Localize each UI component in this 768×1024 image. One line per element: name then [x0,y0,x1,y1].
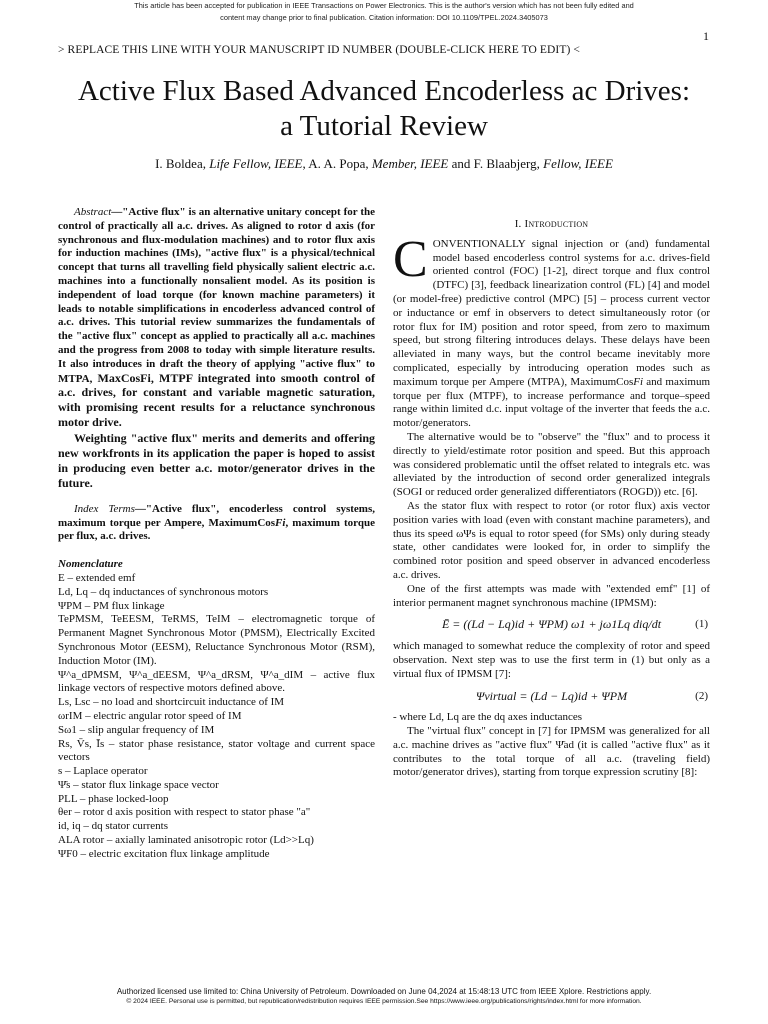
nomenclature-heading: Nomenclature [58,558,123,571]
nomenclature-item: ΨF0 – electric excitation flux linkage amplitude [58,847,270,860]
index-terms-paragraph [58,503,375,544]
nomenclature-item: s – Laplace operator [58,765,148,778]
author-3-role: Fellow, IEEE [543,156,613,171]
equation-2-body: Ψvirtual = (Ld − Lq)id + ΨPM [475,688,628,703]
page-number: 1 [703,29,709,43]
index-terms-label: Index Terms [74,502,135,515]
nomenclature-item: PLL – phase locked-loop [58,792,169,805]
intro-paragraph-5: which managed to somewhat reduce the complexity of rotor and speed observation. Next step was to use the first term in (1) but only as a virtual flux of IPMSM [7]: [393,640,710,680]
nomenclature-item: Ψ^a_dPMSM, Ψ^a_dEESM, Ψ^a_dRSM, Ψ^a_dIM – active flux linkage vectors of respective motors defined above. [58,668,375,695]
index-terms-fi: Fi [275,516,286,529]
intro-paragraph-6: - where Ld, Lq are the dq axes inductances [393,711,583,724]
nomenclature-item: Rs, V̄s, Īs – stator phase resistance, stator voltage and current space vectors [58,737,375,764]
intro-paragraph-2: The alternative would be to "observe" the "flux" and to process it directly to yield/estimate rotor position and speed. But this approach was considered problematic until the offset related to integrals etc. was alleviated by the introduction of second order generalized integrals (SOGI or reduced order generalized differentiators (ROGD)) etc. [6]. [393,430,710,499]
publication-notice [0,0,768,24]
notice-line-1: This article has been accepted for publication in IEEE Transactions on Power Electronics. This is the author's version which has not been fully edited and [134,1,634,10]
nomenclature-item: Ls, Lsc – no load and shortcircuit inductance of IM [58,696,285,709]
nomenclature-item: TePMSM, TeEESM, TeRMS, TeIM – electromagnetic torque of Permanent Magnet Synchronous Motor (PMSM), Electrically Excited Synchronous Motor (EESM), Reluctance Synchronous Motor (RSM), Induction Motor (IM). [58,613,375,667]
intro-paragraph-1-text: ONVENTIONALLY signal injection or (and) fundamental model based encoderless control systems for a.c. drives-field oriented control (FOC) [1-2], direct torque and flux control (DTFC) [3], feedback linearization control (FL) [4] and model (or model-free) predictive control (MPC) [5] – process current vector or inductance or emf in observers to detect simultaneously rotor (or rotor flux for IM) position and rotor speed, from zero to maximum speed, but strong filtering introduces delays. These delays have been alleviated in many ways, but the control became inevitably more complicated, especially by introducing operation modes such as maximum torque per Ampere (MTPA), MaximumCos [393,237,710,388]
manuscript-id-placeholder[interactable]: > REPLACE THIS LINE WITH YOUR MANUSCRIPT ID NUMBER (DOUBLE-CLICK HERE TO EDIT) < [58,44,580,56]
author-1: I. Boldea, [155,156,210,171]
abstract [58,206,375,491]
abstract-label: Abstract [74,206,112,218]
equation-1-number: (1) [695,618,708,631]
equation-1-body: Ē = ((Ld − Lq)id + ΨPM) ω1 + jω1Lq diq/dt [441,617,662,632]
title-line-1: Active Flux Based Advanced Encoderless ac Drives: [77,75,691,107]
nomenclature-item: E – extended emf [58,571,136,584]
author-line [40,156,728,172]
paper-title [40,74,728,144]
nomenclature-item: ωrIM – electric angular rotor speed of IM [58,709,242,722]
abstract-paragraph-1 [58,206,375,431]
title-line-2: a Tutorial Review [280,110,488,142]
equation-1 [393,618,710,632]
equation-2 [393,690,710,704]
intro-paragraph-3: As the stator flux with respect to rotor (or rotor flux) axis vector position varies with load (even with constant machine parameters), and thus its speed ωΨs is equal to rotor speed (for SMs) only during steady state, other candidates were looked for, in order to simplify the combined rotor position and speed observer in advanced encoderless a.c. drives. [393,499,710,581]
drop-cap: C [393,230,428,288]
intro-fi: Fi [633,375,644,388]
index-terms-text-end: , maximum torque per flux, a.c. drives. [58,516,375,543]
abstract-paragraph-2: Weighting "active flux" merits and demerits and offering new workfronts in its application the paper is hoped to assist in producing even better a.c. motor/generator drives in the future. [58,430,375,490]
nomenclature-item: ALA rotor – axially laminated anisotropic rotor (Ld>>Lq) [58,834,314,847]
author-1-role: Life Fellow, IEEE [209,156,303,171]
index-terms-text: —"Active flux", encoderless control systems, maximum torque per Ampere, MaximumCos [58,502,375,529]
intro-paragraph-1-tail: and maximum torque per flux (MTPF), to increase performance and torque–speed range within limited d.c. input voltage of the inverter that feeds the a.c. motor/generators. [393,375,710,430]
nomenclature-item: Ld, Lq – dq inductances of synchronous motors [58,585,269,598]
author-3: and F. Blaabjerg, [448,156,544,171]
section-heading-introduction: I. Introduction [514,218,589,230]
copyright-footer: © 2024 IEEE. Personal use is permitted, but republication/redistribution requires IEEE permission.See https://www.ieee.org/publications/rights/index.html for more information. [126,998,642,1005]
abstract-text: —"Active flux" is an alternative unitary concept for the control of practically all a.c. drives. As aligned to rotor d axis (for synchronous and flux-modulation machines) and to rotor flux axis for induction machines (IMs), "active flux" is a physical/technical concept that turns all travelling field physically salient electric a.c. machines into a functionally nonsalient model. As its position is independent of load torque (for known machine parameters) it leads to notable simplifications in encoderless advanced control of a.c. drives. This tutorial review summarizes the fundamentals of the "active flux" concept as applied to practically all a.c. machines and the progress from 2008 to today with simple literature results. It also introduces in draft the theory of applying "active flux" to MTPA, [58,206,375,385]
left-column [58,206,375,862]
equation-2-number: (2) [695,689,708,702]
index-terms [58,503,375,544]
nomenclature-item: id, iq – dq stator currents [58,820,168,833]
nomenclature-item: θer – rotor d axis position with respect to stator phase "a" [58,806,311,819]
author-2: , A. A. Popa, [302,156,372,171]
nomenclature-list [58,572,375,862]
intro-paragraph-4: One of the first attempts was made with "extended emf" [1] of interior permanent magnet synchronous machine (IPMSM): [393,582,710,609]
license-footer: Authorized licensed use limited to: China University of Petroleum. Downloaded on June 04,2024 at 15:48:13 UTC from IEEE Xplore. Restrictions apply. [116,987,652,996]
intro-paragraph-1 [393,230,710,431]
abstract-text-tail: MaxCosFi, MTPF integrated into smooth control of a.c. drives, for constant and variable magnetic saturation, with promising recent results for a reluctance synchronous motor drive. [58,370,375,429]
notice-line-2: content may change prior to final publication. Citation information: DOI 10.1109/TPEL.2024.3405073 [220,13,548,22]
nomenclature-item: Sω1 – slip angular frequency of IM [58,723,215,736]
nomenclature-item: ΨPM – PM flux linkage [58,599,165,612]
nomenclature-item: Ψ̄s – stator flux linkage space vector [58,778,219,791]
intro-paragraph-7: The "virtual flux" concept in [7] for IPMSM was generalized for all a.c. machine drives as "active flux" Ψ̄ad (it is called "active flux" as it contributes to the total torque of all a.c. (traveling field) motor/generator drives), starting from torque expression scrutiny [8]: [393,725,710,779]
author-2-role: Member, IEEE [371,156,449,171]
right-column [393,206,710,780]
